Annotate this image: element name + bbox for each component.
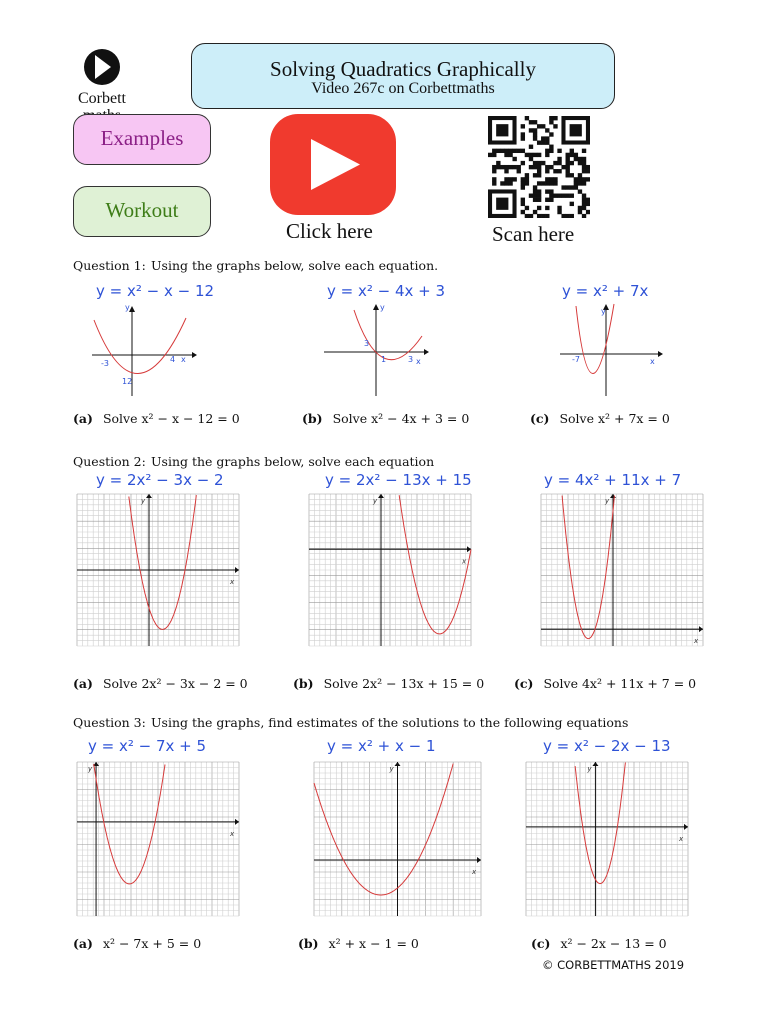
q2b-graph: [305, 490, 475, 650]
y-axis-label: y: [605, 497, 610, 505]
q3b-text: x² + x − 1 = 0: [328, 936, 419, 951]
scan-here-label: Scan here: [492, 222, 575, 246]
q1b-graph: [320, 300, 430, 400]
x-axis-label: x: [462, 557, 467, 566]
q1b-part: [302, 411, 469, 426]
q1a-x-label: x: [181, 355, 186, 364]
q1c-text: Solve x² + 7x = 0: [559, 411, 670, 426]
y-axis-arrow: [592, 762, 598, 766]
q1c-label: (c): [530, 411, 550, 426]
q1c-left-root: -7: [572, 355, 580, 364]
q3b-graph-title: y = x² + x − 1: [327, 737, 436, 755]
x-axis-arrow: [192, 352, 197, 358]
q2c-label: (c): [514, 676, 534, 691]
q1a-part: [73, 411, 240, 426]
q3a-graph-title: y = x² − 7x + 5: [88, 737, 207, 755]
q1c-graph-title: y = x² + 7x: [562, 282, 649, 300]
x-axis-arrow: [684, 824, 688, 830]
q1c-y-label: y: [601, 307, 606, 316]
copyright: © CORBETTMATHS 2019: [542, 958, 685, 972]
q3b-label: (b): [298, 936, 319, 951]
y-axis-arrow: [373, 304, 379, 310]
q1a-text: Solve x² − x − 12 = 0: [102, 411, 240, 426]
x-axis-label: x: [694, 637, 699, 646]
x-axis-arrow: [477, 857, 481, 863]
q2a-part: [73, 676, 248, 691]
q1b-label: (b): [302, 411, 323, 426]
y-axis-label: y: [373, 497, 378, 505]
q1a-right-root: 4: [170, 355, 176, 364]
q3c-graph: [522, 758, 692, 920]
q2a-label: (a): [73, 676, 93, 691]
q1a-graph: [88, 300, 198, 400]
question-3-text: Using the graphs, find estimates of the solutions to the following equations: [151, 715, 629, 730]
question-3-heading: [73, 715, 628, 730]
parabola-curve: [562, 496, 614, 639]
q1b-y-intercept: 3: [364, 339, 370, 348]
q2c-graph-title: y = 4x² + 11x + 7: [544, 471, 682, 489]
q1a-y-label: y: [125, 303, 130, 312]
q3a-part: [73, 936, 201, 951]
q1b-x-label: x: [416, 357, 421, 366]
q1a-left-root: -3: [101, 359, 109, 368]
play-icon: [270, 114, 396, 215]
y-axis-label: y: [88, 765, 93, 773]
parabola: [576, 304, 614, 374]
q3c-label: (c): [531, 936, 551, 951]
corbettmaths-logo: [70, 46, 134, 124]
parabola-curve: [314, 764, 453, 895]
q3c-part: [531, 936, 667, 951]
y-axis-label: y: [587, 765, 592, 773]
q3a-text: x² − 7x + 5 = 0: [102, 936, 202, 951]
y-axis-arrow: [395, 762, 401, 766]
question-3-number: Question 3:: [73, 715, 146, 730]
q1b-graph-title: y = x² − 4x + 3: [327, 282, 446, 300]
x-axis-label: x: [679, 834, 684, 843]
x-axis-arrow: [235, 567, 239, 573]
qr-code-icon: [488, 116, 590, 218]
y-axis-label: y: [389, 765, 394, 773]
parabola-curve: [94, 764, 165, 884]
q2c-text: Solve 4x² + 11x + 7 = 0: [543, 676, 697, 691]
x-axis-label: x: [472, 868, 477, 876]
question-2-number: Question 2:: [73, 454, 146, 469]
q3c-text: x² − 2x − 13 = 0: [560, 936, 667, 951]
q1c-x-label: x: [650, 357, 655, 366]
parabola-curve: [129, 495, 197, 629]
examples-button[interactable]: Examples: [73, 114, 211, 165]
q3c-graph-title: y = x² − 2x − 13: [543, 737, 671, 755]
q2a-graph-title: y = 2x² − 3x − 2: [96, 471, 224, 489]
q1a-y-intercept: 12: [122, 377, 133, 386]
q2b-text: Solve 2x² − 13x + 15 = 0: [323, 676, 485, 691]
q3b-graph: [310, 758, 485, 920]
x-axis-label: x: [230, 578, 235, 586]
x-axis-arrow: [699, 626, 703, 632]
workout-button[interactable]: Workout: [73, 186, 211, 237]
x-axis-label: x: [230, 829, 235, 838]
q1c-graph: [556, 300, 666, 400]
y-axis-arrow: [129, 306, 135, 312]
q2b-graph-title: y = 2x² − 13x + 15: [325, 471, 472, 489]
page-subtitle: Video 267c on Corbettmaths: [311, 80, 495, 97]
x-axis-arrow: [235, 819, 239, 825]
q3a-graph: [73, 758, 243, 920]
q2b-label: (b): [293, 676, 314, 691]
page-title: Solving Quadratics Graphically: [270, 57, 536, 81]
q1a-label: (a): [73, 411, 93, 426]
q1b-y-label: y: [380, 303, 385, 312]
q1b-root-2: 3: [408, 355, 414, 364]
question-1-text: Using the graphs below, solve each equation.: [151, 258, 439, 273]
qr-code[interactable]: [488, 116, 590, 218]
q1a-graph-title: y = x² − x − 12: [96, 282, 215, 300]
q1c-part: [530, 411, 670, 426]
q2b-part: [293, 676, 484, 691]
q2c-graph: [537, 490, 707, 650]
question-2-text: Using the graphs below, solve each equation: [151, 454, 435, 469]
question-1-heading: [73, 258, 438, 273]
youtube-play-button[interactable]: [270, 114, 396, 215]
click-here-link[interactable]: Click here: [286, 219, 373, 243]
x-axis-arrow: [658, 351, 663, 357]
question-2-heading: [73, 454, 434, 469]
logo-line1: Corbett: [78, 90, 126, 107]
q1b-root-1: 1: [381, 355, 387, 364]
q3b-part: [298, 936, 419, 951]
logo-icon: [70, 46, 134, 86]
q2a-text: Solve 2x² − 3x − 2 = 0: [102, 676, 248, 691]
q2a-graph: [73, 490, 243, 650]
x-axis-arrow: [424, 349, 429, 355]
y-axis-label: y: [141, 497, 146, 505]
q3a-label: (a): [73, 936, 93, 951]
q2c-part: [514, 676, 696, 691]
q1b-text: Solve x² − 4x + 3 = 0: [332, 411, 470, 426]
question-1-number: Question 1:: [73, 258, 146, 273]
title-box: [191, 43, 615, 109]
